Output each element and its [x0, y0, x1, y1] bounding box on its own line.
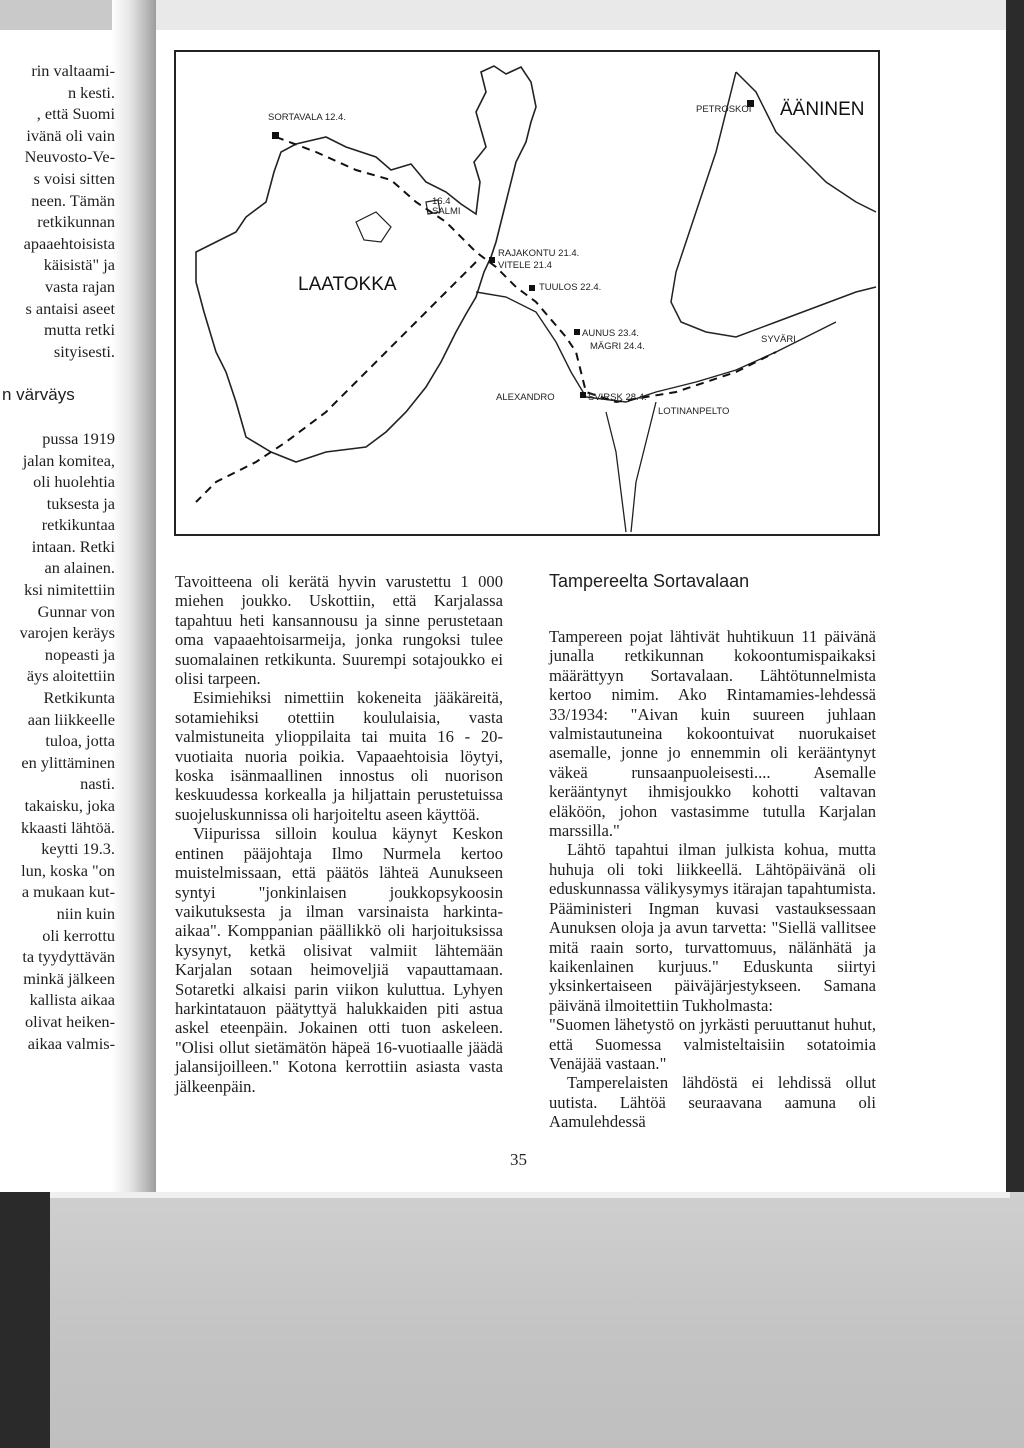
map-label-aaninen: ÄÄNINEN	[780, 99, 865, 120]
article-paragraph: Tampereen pojat lähtivät huhtikuun 11 päivänä junalla retkikunnan kokoontumispaikaksi määrättyyn Sortavalaan. Lähtötunnelmista kertoo nimim. Ako Rintamamies-lehdessä 33/1934: "Aivan kuin suureen juhlaan valmistautuneina kokoontuivat nuorukaiset asemalle, jonne jo ennemmin oli kerääntynyt väkeä runsaanpuoleisesti.... Asemalle kerääntynyt ihmisjoukko kohotti valtavan eläköön, johon vastasimme tutulla Karjalan marssilla."	[549, 627, 876, 841]
left-page-line: retkikuntaa	[41, 515, 115, 535]
marker-aunus	[574, 329, 580, 335]
left-page-line: äys aloitettiin	[26, 666, 115, 686]
map-label-salmi-date: 16.4	[432, 196, 451, 207]
article-paragraph: "Suomen lähetystö on jyrkästi peruuttanut huhut, että Suomessa valmisteltaisiin sotatoimia Venäjää vastaan."	[549, 1015, 876, 1073]
left-page-line: aan liikkeelle	[27, 709, 115, 729]
left-page-line: oli kerrottu	[42, 925, 115, 945]
marker-rajakontu	[489, 257, 495, 263]
article-column-right	[549, 627, 876, 1132]
map-label-laatokka: LAATOKKA	[298, 274, 397, 295]
left-page-paragraph-1	[0, 60, 115, 362]
left-page-line: rin valtaami-	[31, 61, 115, 80]
article-paragraph: Esimiehiksi nimettiin kokeneita jääkäreitä, sotamiehiksi otettiin koululaisia, vasta valmistuneita ylioppilaita tai muita 16 - 20-vuotiaita nuoria poikia. Vapaaehtoisia löytyi, koska isänmaallinen innostus oli nuorison keskuudessa korkealla ja hiljattain perustetuissa suojeluskunnissa oli harjoiteltu aseen käyttöä.	[175, 688, 503, 824]
left-page-line: kallista aikaa	[29, 990, 115, 1010]
left-page-line: takaisku, joka	[24, 796, 115, 815]
left-page-line: en ylittäminen	[21, 752, 115, 772]
left-page-line: nasti.	[80, 774, 115, 794]
map-label-rajakontu: RAJAKONTU 21.4.	[498, 248, 580, 259]
left-page-line: ta tyydyttävän	[22, 947, 115, 967]
left-page-line: olivat heiken-	[25, 1011, 115, 1031]
map-label-magri: MÄGRI 24.4.	[590, 341, 645, 352]
left-page-line: aikaa valmis-	[27, 1033, 115, 1053]
left-page-line: ivänä oli vain	[26, 125, 115, 145]
left-page-line: käisistä" ja	[43, 255, 115, 275]
map-label-syvari: SYVÄRI	[761, 334, 796, 345]
left-page-line: , että Suomi	[36, 104, 115, 124]
section-heading: Tampereelta Sortavalaan	[549, 571, 750, 591]
book-gutter-shadow	[112, 0, 156, 1192]
left-page-line: Retkikunta	[43, 688, 115, 708]
left-page-line: mutta retki	[44, 320, 115, 340]
map-label-vitele: VITELE 21.4	[498, 260, 552, 271]
south-river	[606, 412, 626, 532]
article-paragraph: Tavoitteena oli kerätä hyvin varustettu 1 000 miehen joukko. Uskottiin, että Karjalassa tapahtuu heti kansannousu ja sinne perustetaan oma vapaaehtoisarmeija, jonka rungoksi tulee suomalainen retkikunta. Suurempi sotajoukko ei olisi tarpeen.	[175, 572, 503, 689]
valaam-islands	[356, 212, 391, 242]
left-page-line: ksi nimitettiin	[24, 580, 115, 600]
left-page-line: s antaisi aseet	[25, 298, 115, 318]
map-label-svirsk: SVIRSK 28.4.	[588, 392, 647, 403]
page-number: 35	[510, 1150, 527, 1169]
left-page-line: nopeasti ja	[44, 644, 115, 664]
left-page-line: intaan. Retki	[31, 536, 115, 556]
marker-svirsk	[580, 392, 586, 398]
route-map	[174, 50, 880, 536]
map-label-alexandro: ALEXANDRO	[496, 392, 555, 403]
left-page-line: neen. Tämän	[31, 190, 115, 210]
left-page-line: retkikunnan	[37, 212, 115, 232]
left-page-line: jalan komitea,	[22, 450, 115, 470]
left-page-line: minkä jälkeen	[23, 968, 115, 988]
map-label-lotinanpelto: LOTINANPELTO	[658, 406, 730, 417]
svir-river	[476, 292, 836, 402]
left-page-line: lun, koska "on	[21, 860, 115, 880]
left-page-line: pussa 1919	[42, 428, 115, 448]
left-page-line: oli huolehtia	[33, 472, 115, 492]
scanner-bed	[0, 1192, 1024, 1448]
left-page-line: tuloa, jotta	[45, 731, 115, 751]
left-page-line: sityisesti.	[53, 341, 115, 361]
article-column-left	[175, 572, 503, 1096]
map-label-salmi: SALMI	[432, 206, 461, 217]
left-page-line: vasta rajan	[44, 276, 115, 296]
ladoga-shoreline	[196, 66, 536, 462]
map-label-sortavala: SORTAVALA 12.4.	[268, 112, 346, 123]
left-page-column	[0, 60, 115, 1054]
left-page-line: keytti 19.3.	[41, 839, 115, 859]
left-page-line: Gunnar von	[37, 601, 115, 621]
marker-sortavala	[272, 132, 279, 139]
left-page-line: Neuvosto-Ve-	[24, 147, 115, 167]
left-page-line: niin kuin	[56, 903, 115, 923]
left-page-line: s voisi sitten	[33, 168, 115, 188]
article-paragraph: Lähtö tapahtui ilman julkista kohua, mutta huhuja oli toki liikkeellä. Lähtöpäivänä oli eduskunnassa välikysymys itärajan tapahtumista. Pääministeri Ingman kuvasi vastauksessaan Aunuksen oloja ja avun tarvetta: "Siellä vallitsee mitä raain sorto, turvattomuus, nälänhätä ja kaikenlainen kurjuus." Eduskunta siirtyi yksinkertaiseen päiväjärjestykseen. Samana päivänä ilmoitettiin Tukholmasta:	[549, 840, 876, 1015]
left-page-line: varojen keräys	[19, 623, 115, 643]
left-page-line: apaaehtoisista	[23, 233, 115, 253]
marker-tuulos	[529, 285, 535, 291]
return-route	[196, 262, 476, 502]
south-river-2	[631, 402, 656, 532]
left-page-line: tuksesta ja	[46, 493, 115, 513]
map-label-aunus: AUNUS 23.4.	[582, 328, 640, 339]
left-page-line: an alainen.	[44, 558, 115, 578]
left-page-line: n kesti.	[67, 82, 115, 102]
article-paragraph: Viipurissa silloin koulua käynyt Keskon entinen pääjohtaja Ilmo Nurmela kertoo muistelmissaan, että päätös lähteä Aunukseen syntyi "jonkinlaisen joukkopsykoosin vaikutuksesta ja ilman varsinaista harkinta-aikaa". Komppanian päällikkö oli harjoituksissa kysynyt, ketkä olisivat valmiit lähtemään Karjalan sotaan heimoveljiä vapauttamaan. Sotaretki alkaisi parin viikon kuluttua. Lyhyen harkintatauon päätyttyä halukkaiden piti astua askel eteenpäin. Jokainen otti tuon askeleen. "Olisi ollut sietämätön häpeä 16-vuotiaalle jäädä jalansijoilleen." Kotona kerrottiin asiasta vasta jälkeenpäin.	[175, 824, 503, 1096]
map-label-petroskoi: PETROSKOI	[696, 104, 752, 115]
left-page-paragraph-2	[0, 428, 115, 1054]
left-page-line: a mukaan kut-	[21, 882, 115, 902]
map-label-tuulos: TUULOS 22.4.	[539, 282, 602, 293]
left-page-heading: n värväys	[2, 385, 75, 405]
left-page-line: kkaasti lähtöä.	[20, 817, 115, 837]
article-paragraph: Tamperelaisten lähdöstä ei lehdissä ollut uutista. Lähtöä seuraavana aamuna oli Aamulehdessä	[549, 1073, 876, 1132]
